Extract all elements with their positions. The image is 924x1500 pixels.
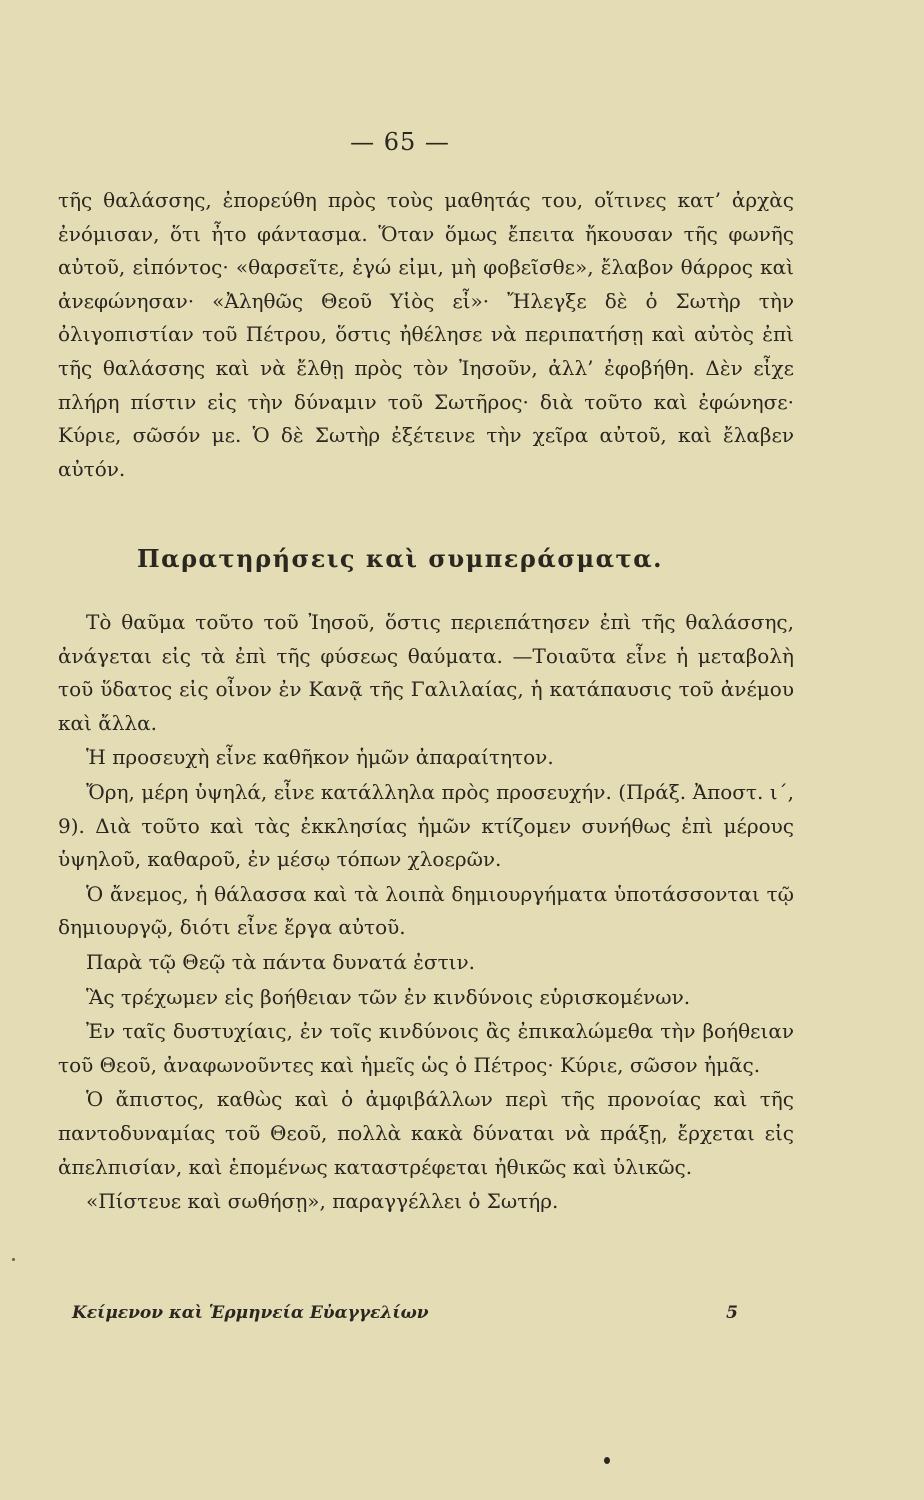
paragraph-help-others: Ἃς τρέχωμεν εἰς βοήθειαν τῶν ἐν κινδύνοις εὑρισκομένων. xyxy=(86,984,691,1009)
paragraph-miracle-category: Τὸ θαῦμα τοῦτο τοῦ Ἰησοῦ, ὅστις περιεπάτησεν ἐπὶ τῆς θαλάσσης, ἀνάγεται εἰς τὰ ἐπὶ τῆς φύσεως θαύματα. —Τοιαῦτα εἶνε ἡ μεταβολὴ τοῦ ὕδατος εἰς οἶνον ἐν Κανᾷ τῆς Γαλιλαίας, ἡ κατάπαυσις τοῦ ἀνέμου καὶ ἄλλα. xyxy=(58,610,794,735)
paragraph-creation-obeys: Ὁ ἄνεμος, ἡ θάλασσα καὶ τὰ λοιπὰ δημιουργήματα ὑποτάσσονται τῷ δημιουργῷ, διότι εἶνε ἔργα αὐτοῦ. xyxy=(58,881,794,940)
intro-paragraph-block xyxy=(58,184,794,486)
observations-body xyxy=(58,606,794,1220)
paragraph-all-possible: Παρὰ τῷ Θεῷ τὰ πάντα δυνατά ἐστιν. xyxy=(86,949,475,974)
paragraph-prayer-duty: Ἡ προσευχὴ εἶνε καθῆκον ἡμῶν ἀπαραίτητον. xyxy=(86,745,554,770)
paragraph-mountains: Ὄρη, μέρη ὑψηλά, εἶνε κατάλληλα πρὸς προσευχήν. (Πράξ. Ἀποστ. ι΄, 9). Διὰ τοῦτο καὶ τὰς ἐκκλησίας ἡμῶν κτίζομεν συνήθως ἐπὶ μέρους ὑψηλοῦ, καθαροῦ, ἐν μέσῳ τόπων χλοερῶν. xyxy=(58,779,794,872)
page-number: — 65 — xyxy=(350,128,450,156)
paragraph-unbeliever: Ὁ ἄπιστος, καθὼς καὶ ὁ ἀμφιβάλλων περὶ τῆς προνοίας καὶ τῆς παντοδυναμίας τοῦ Θεοῦ, πολλὰ κακὰ δύναται νὰ πράξῃ, ἔρχεται εἰς ἀπελπισίαν, καὶ ἑπομένως καταστρέφεται ἠθικῶς καὶ ὑλικῶς. xyxy=(58,1087,794,1179)
paragraph-call-on-god: Ἐν ταῖς δυστυχίαις, ἐν τοῖς κινδύνοις ἂς ἐπικαλώμεθα τὴν βοήθειαν τοῦ Θεοῦ, ἀναφωνοῦντες καὶ ἡμεῖς ὡς ὁ Πέτρος· Κύριε, σῶσον ἡμᾶς. xyxy=(58,1019,794,1077)
paragraph-believe-saved: «Πίστευε καὶ σωθήσῃ», παραγγέλλει ὁ Σωτήρ. xyxy=(86,1189,559,1214)
footer-signature-mark: 5 xyxy=(726,1303,738,1323)
footer-book-title: Κείμενον καὶ Ἑρμηνεία Εὐαγγελίων xyxy=(72,1303,429,1323)
ink-speck xyxy=(604,1457,610,1464)
intro-paragraph: τῆς θαλάσσης, ἐπορεύθη πρὸς τοὺς μαθητάς του, οἵτινες κατ’ ἀρχὰς ἐνόμισαν, ὅτι ἦτο φάντασμα. Ὅταν ὅμως ἔπειτα ἤκουσαν τῆς φωνῆς αὐτοῦ, εἰπόντος· «θαρσεῖτε, ἐγώ εἰμι, μὴ φοβεῖσθε», ἔλαβον θάρρος καὶ ἀνεφώνησαν· «Ἀληθῶς Θεοῦ Υἱὸς εἶ»· Ἤλεγξε δὲ ὁ Σωτὴρ τὴν ὀλιγοπιστίαν τοῦ Πέτρου, ὅστις ἠθέλησε νὰ περιπατήσῃ καὶ αὐτὸς ἐπὶ τῆς θαλάσσης καὶ νὰ ἔλθῃ πρὸς τὸν Ἰησοῦν, ἀλλ’ ἐφοβήθη. Δὲν εἶχε πλήρη πίστιν εἰς τὴν δύναμιν τοῦ Σωτῆρος· διὰ τοῦτο καὶ ἐφώνησε· Κύριε, σῶσόν με. Ὁ δὲ Σωτὴρ ἐξέτεινε τὴν χεῖρα αὐτοῦ, καὶ ἔλαβεν αὐτόν. xyxy=(58,188,794,481)
ink-speck-small xyxy=(12,1258,15,1261)
section-heading: Παρατηρήσεις καὶ συμπεράσματα. xyxy=(136,544,664,573)
